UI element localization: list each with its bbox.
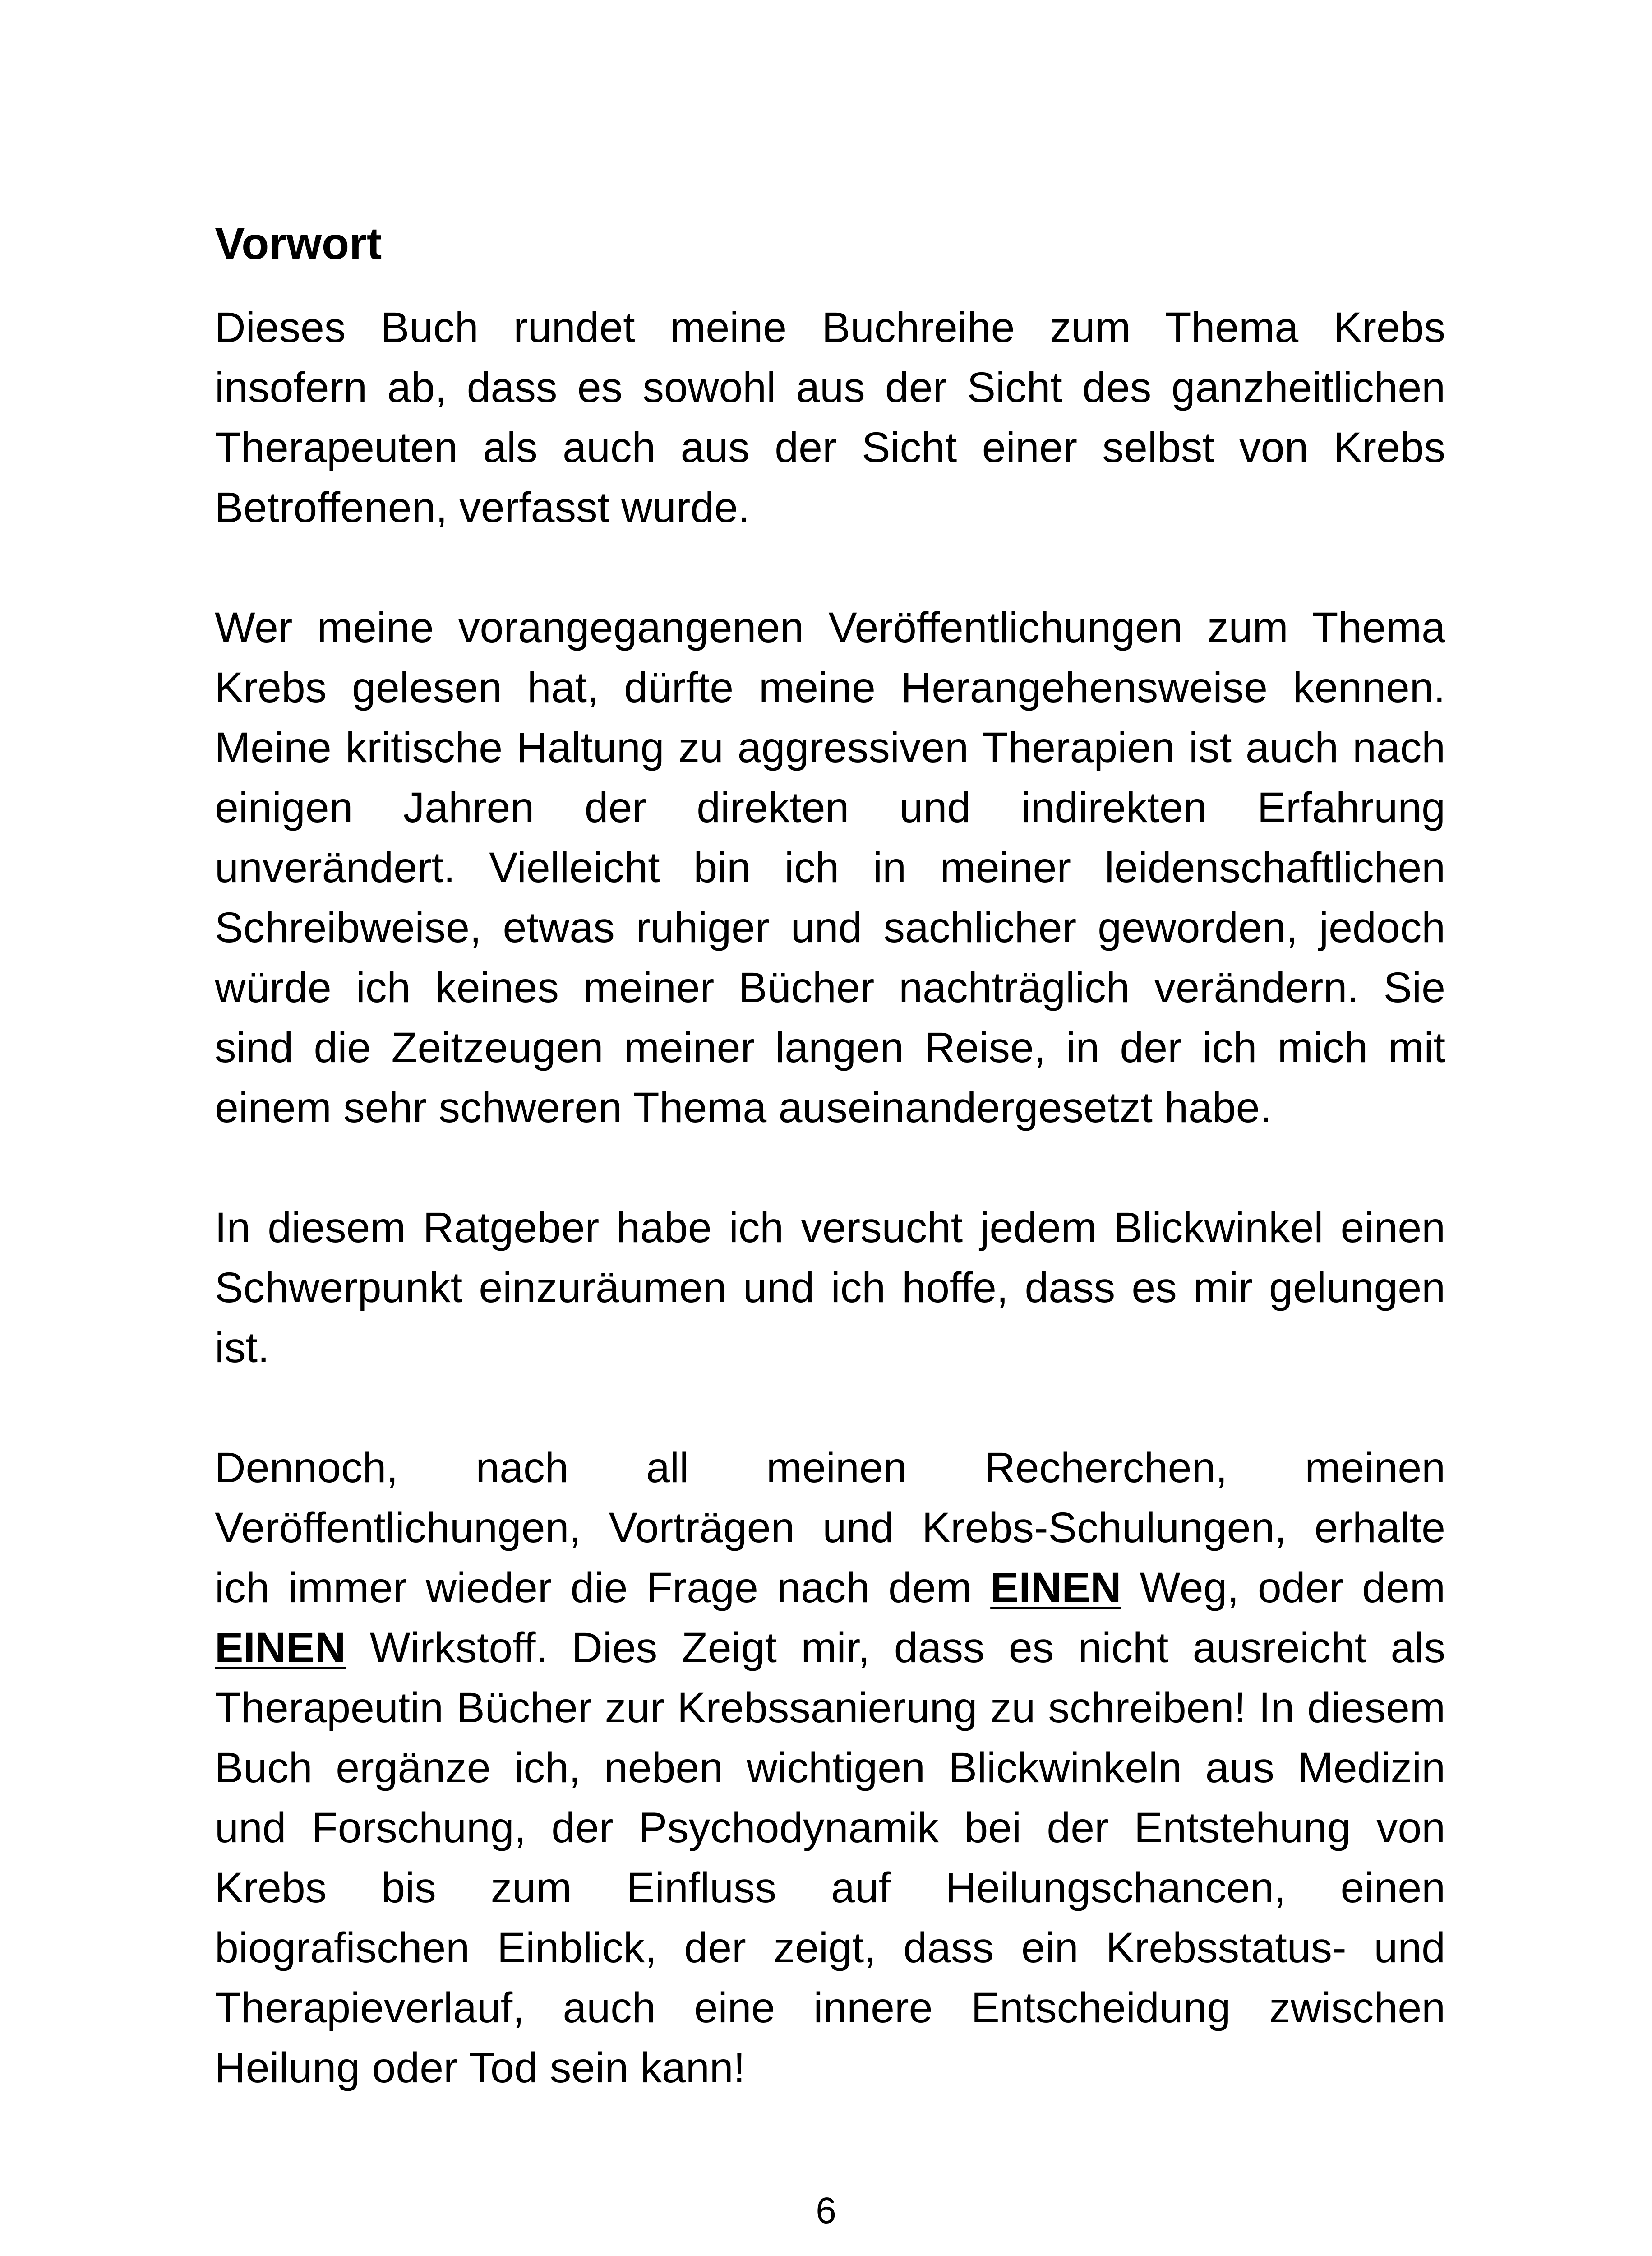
paragraph-4-text-3: Wirkstoff. Dies Zeigt mir, dass es nicht ausreicht als Therapeutin Bücher zur Krebssanierung zu schreiben! In diesem Buch ergänze ich, neben wichtigen Blickwinkeln aus Medizin und Forschung, der Psychodynamik bei der Entstehung von Krebs bis zum Einfluss auf Heilungschancen, einen biografischen Einblick, der zeigt, dass ein Krebsstatus- und Therapieverlauf, auch eine innere Entscheidung zwischen Heilung oder Tod sein kann!: [215, 1624, 1445, 2092]
body-text: [215, 298, 1445, 2098]
emphasis-einen-1: EINEN: [990, 1564, 1121, 1612]
paragraph-2: Wer meine vorangegangenen Veröffentlichungen zum Thema Krebs gelesen hat, dürfte meine Herangehensweise kennen. Meine kritische Haltung zu aggressiven Therapien ist auch nach einigen Jahren der direkten und indirekten Erfahrung unverändert. Vielleicht bin ich in meiner leidenschaftlichen Schreibweise, etwas ruhiger und sachlicher geworden, jedoch würde ich keines meiner Bücher nachträglich verändern. Sie sind die Zeitzeugen meiner langen Reise, in der ich mich mit einem sehr schweren Thema auseinandergesetzt habe.: [215, 604, 1445, 1132]
paragraph-4-text-1: Dennoch, nach all meinen Recherchen, meinen Veröffentlichungen, Vorträgen und Krebs-Schulungen, erhalte ich immer wieder die Frage nach dem: [215, 1444, 1445, 1612]
paragraph-1: Dieses Buch rundet meine Buchreihe zum Thema Krebs insofern ab, dass es sowohl aus der Sicht des ganzheitlichen Therapeuten als auch aus der Sicht einer selbst von Krebs Betroffenen, verfasst wurde.: [215, 304, 1445, 532]
page-number: 6: [816, 2190, 836, 2231]
emphasis-einen-2: EINEN: [215, 1624, 346, 1672]
page-title: Vorwort: [215, 218, 382, 269]
paragraph-4-text-2: Weg, oder dem: [1121, 1564, 1445, 1612]
paragraph-4: [215, 1438, 1445, 2098]
paragraph-3: In diesem Ratgeber habe ich versucht jedem Blickwinkel einen Schwerpunkt einzuräumen und ich hoffe, dass es mir gelungen ist.: [215, 1204, 1445, 1372]
